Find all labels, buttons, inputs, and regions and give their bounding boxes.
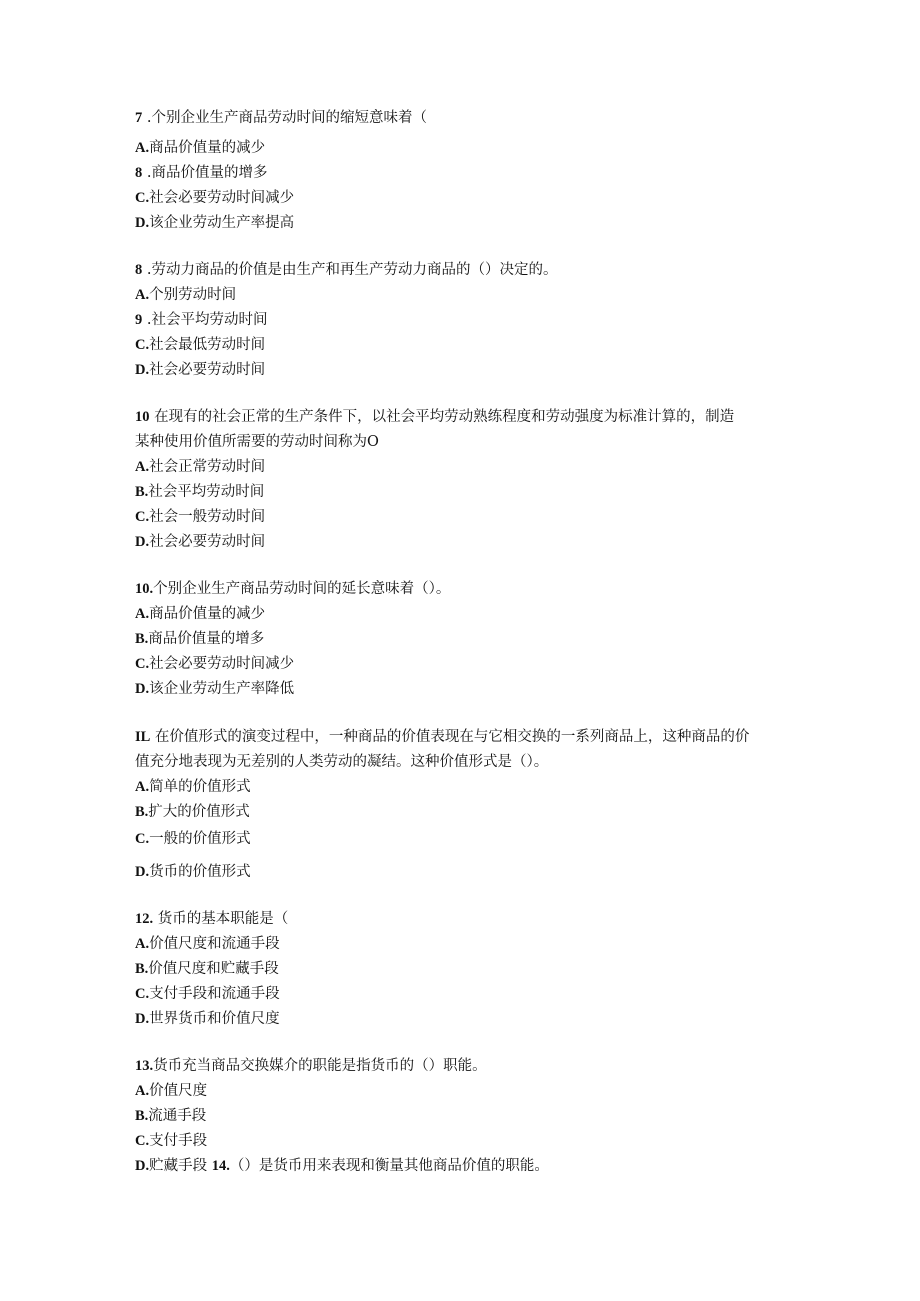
option-b: B.流通手段 (135, 1108, 207, 1124)
option-c: C.社会最低劳动时间 (135, 337, 266, 353)
option-b: B.扩大的价值形式 (135, 804, 250, 820)
question-8-stem: 8 .劳动力商品的价值是由生产和再生产劳动力商品的（）决定的。 (135, 262, 558, 278)
question-11-stem-line1: IL 在价值形式的演变过程中，一种商品的价值表现在与它相交换的一系列商品上，这种商品的价 (135, 729, 750, 745)
question-12-stem: 12. 货币的基本职能是（ (135, 911, 289, 927)
option-a: A.商品价值量的减少 (135, 140, 266, 156)
option-a: A.社会正常劳动时间 (135, 459, 266, 475)
question-10-stem-line1: 10 在现有的社会正常的生产条件下，以社会平均劳动熟练程度和劳动强度为标准计算的，制造 (135, 409, 735, 425)
option-d: D.该企业劳动生产率降低 (135, 681, 295, 697)
option-d: D.该企业劳动生产率提高 (135, 215, 295, 231)
option-c: C.支付手段 (135, 1133, 208, 1149)
question-10b-stem: 10.个别企业生产商品劳动时间的延长意味着（）。 (135, 581, 451, 597)
option-c: C.社会一般劳动时间 (135, 509, 266, 525)
question-7-stem: 7 .个别企业生产商品劳动时间的缩短意味着（ (135, 110, 427, 126)
option-a: A.价值尺度 (135, 1083, 208, 1099)
option-b: 9 .社会平均劳动时间 (135, 312, 268, 328)
option-b: 8 .商品价值量的增多 (135, 165, 268, 181)
question-14-stem: （）是货币用来表现和衡量其他商品价值的职能。 (229, 1158, 549, 1174)
question-13-stem: 13.货币充当商品交换媒介的职能是指货币的（）职能。 (135, 1058, 487, 1074)
option-a: A.商品价值量的减少 (135, 606, 266, 622)
option-b: B.价值尺度和贮藏手段 (135, 961, 279, 977)
question-14-number: 14. (211, 1158, 230, 1174)
option-a: A.价值尺度和流通手段 (135, 936, 280, 952)
option-c: C.社会必要劳动时间减少 (135, 190, 295, 206)
option-d: D.社会必要劳动时间 (135, 534, 266, 550)
option-b: B.商品价值量的增多 (135, 631, 265, 647)
option-a: A.简单的价值形式 (135, 779, 251, 795)
option-d: D.社会必要劳动时间 (135, 362, 266, 378)
option-a: A.个别劳动时间 (135, 287, 237, 303)
option-d-with-question-14: D.贮藏手段 14.（）是货币用来表现和衡量其他商品价值的职能。 (135, 1158, 549, 1174)
question-11-stem-line2: 值充分地表现为无差别的人类劳动的凝结。这种价值形式是（）。 (135, 754, 549, 770)
option-d: D.货币的价值形式 (135, 864, 251, 880)
option-c: C.支付手段和流通手段 (135, 986, 280, 1002)
option-b: B.社会平均劳动时间 (135, 484, 265, 500)
option-c: C.社会必要劳动时间减少 (135, 656, 295, 672)
question-10-stem-line2: 某种使用价值所需要的劳动时间称为O (135, 434, 379, 450)
option-d: D.世界货币和价值尺度 (135, 1011, 280, 1027)
option-c: C.一般的价值形式 (135, 831, 251, 847)
